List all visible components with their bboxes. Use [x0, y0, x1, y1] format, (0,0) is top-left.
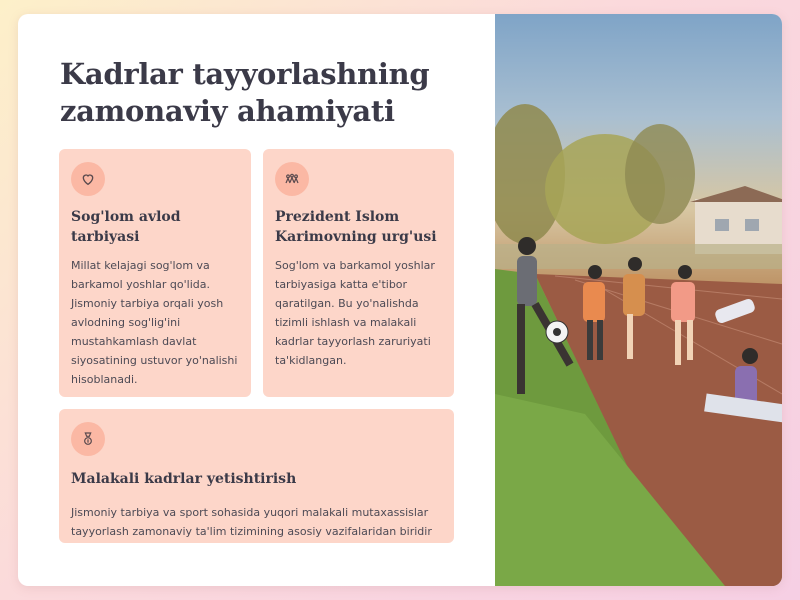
- card-qualified-personnel: [59, 409, 454, 543]
- card-text: Millat kelajagi sog'lom va barkamol yoshlar qo'lida. Jismoniy tarbiya orqali yosh avlodning sog'lig'ini mustahkamlash davlat siyosatining ustuvor yo'nalishi hisoblanadi.: [71, 259, 238, 386]
- card-title: Prezident Islom Karimovning urg'usi: [275, 209, 437, 245]
- page-title: Kadrlar tayyorlashning zamonaviy ahamiyati: [60, 57, 430, 128]
- card-text: Jismoniy tarbiya va sport sohasida yuqori malakali mutaxassislar tayyorlash zamonaviy ta'lim tizimining asosiy vazifalaridan biridir: [71, 506, 432, 538]
- card-title: Malakali kadrlar yetishtirish: [71, 471, 297, 487]
- card-text: Sog'lom va barkamol yoshlar tarbiyasiga katta e'tibor qaratilgan. Bu yo'nalishda tizimli ishlash va malakali kadrlar tayyorlash zaruriyati ta'kidlangan.: [275, 259, 435, 367]
- medal-icon: [71, 422, 105, 456]
- card-president-emphasis: [263, 149, 454, 397]
- card-title: Sog'lom avlod tarbiyasi: [71, 209, 181, 245]
- slide: [18, 14, 782, 586]
- card-healthy-generation: [59, 149, 251, 397]
- heart-icon: [71, 162, 105, 196]
- sports-field-photo: [495, 14, 782, 586]
- people-group-icon: [275, 162, 309, 196]
